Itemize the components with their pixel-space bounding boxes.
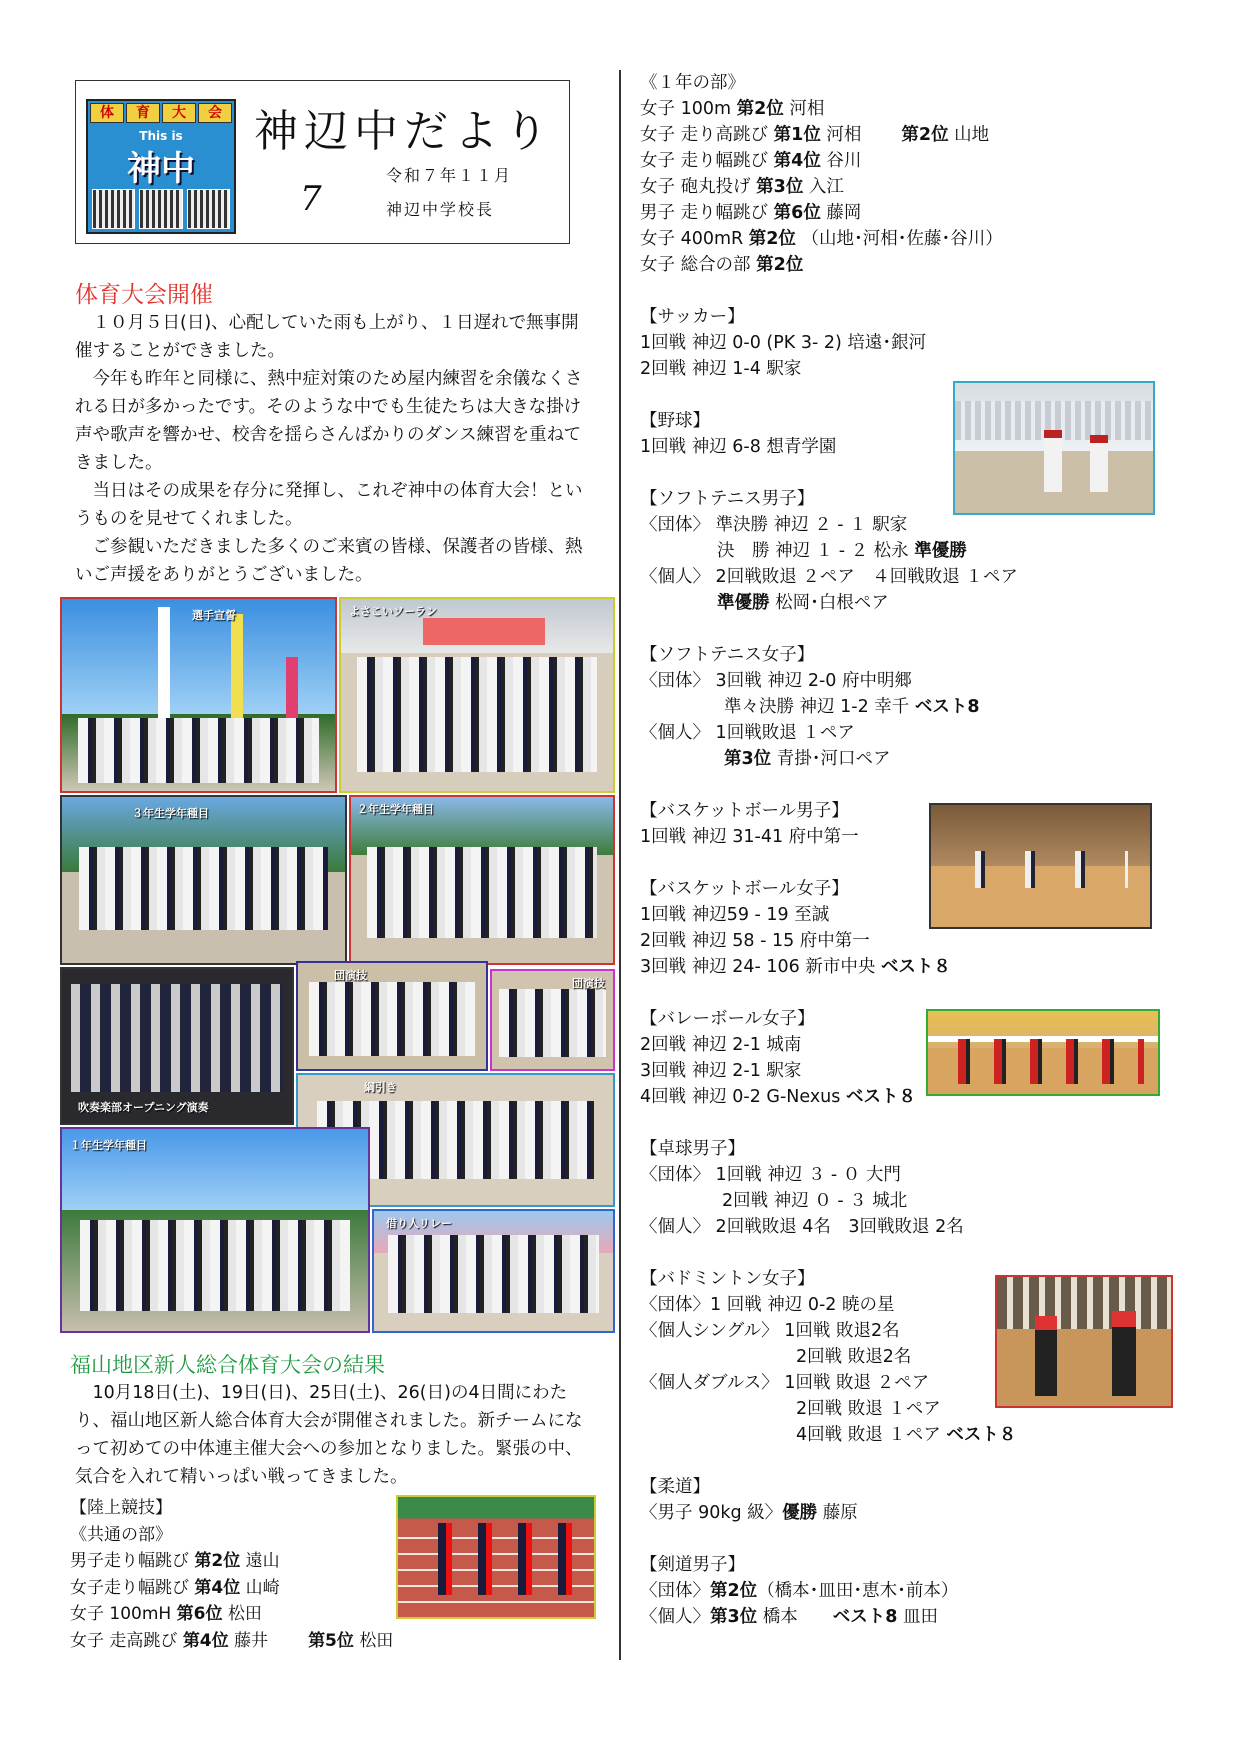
logo-small-text: This is (139, 129, 183, 143)
photo-yosakoi (339, 597, 615, 793)
photo-cheer1 (296, 961, 488, 1071)
photo-grade1 (60, 1127, 370, 1333)
result-line (640, 954, 1200, 980)
kendo-boys-section (640, 1552, 1200, 1630)
text: 〈男子 90kg 級〉 (640, 1503, 783, 1523)
issue-date: 令和７年１１月 (386, 166, 513, 185)
athlete: 松田 (227, 1604, 262, 1624)
rank: 第2位 (748, 229, 796, 249)
result-line: 〈団体〉 1回戦 神辺 ３ - ０ 大門 (640, 1165, 901, 1185)
rank: 第4位 (194, 1577, 241, 1598)
photo-volleyball (926, 1009, 1160, 1096)
rank: 準優勝 (914, 541, 967, 561)
photo-caption: 選手宣誓 (192, 609, 236, 622)
result-line: 〈個人シングル〉 1回戦 敗退2名 (640, 1321, 900, 1341)
result-line (640, 746, 1200, 772)
table-tennis-boys-section (640, 1136, 1200, 1240)
section-title: 【陸上競技】 (70, 1498, 172, 1518)
result-line (640, 1604, 1200, 1630)
event: 女子 砲丸投げ (640, 177, 751, 197)
event: 男子 走り幅跳び (640, 203, 769, 223)
result-line: 1回戦 神辺59 - 19 至誠 (640, 905, 830, 925)
photo-caption: 団演技 (572, 977, 605, 990)
rank: ベスト８ (845, 1087, 916, 1107)
rank: 第6位 (176, 1604, 223, 1624)
result-line (70, 1628, 615, 1655)
athletics-common-results (70, 1495, 615, 1654)
athlete: 皿田 (897, 1607, 939, 1627)
athlete: 遠山 (245, 1551, 280, 1571)
result-line (640, 590, 1200, 616)
result-line (640, 174, 1200, 200)
rank: 第2位 (194, 1551, 241, 1571)
athlete: 山地 (954, 125, 990, 145)
logo-banner-char: 会 (198, 103, 232, 123)
result-line (640, 200, 1200, 226)
paragraph: 今年も昨年と同様に、熱中症対策のため屋内練習を余儀なくされる日が多かったです。そのような中でも生徒たちは大きな掛け声や歌声を響かせ、校舎を揺らさんばかりのダンス練習を重ねてきました。 (75, 369, 583, 473)
result-line: 1回戦 神辺 6-8 想青学園 (640, 437, 837, 457)
result-line: 2回戦 神辺 1-4 駅家 (640, 359, 802, 379)
text: 〈団体〉 (640, 1581, 710, 1601)
rank: ベスト８ (946, 1425, 1017, 1445)
athlete: 河相 (789, 99, 825, 119)
soccer-section (640, 304, 1200, 382)
event: 女子 走り高跳び (640, 125, 769, 145)
photo-badminton (995, 1275, 1173, 1408)
result-line: 〈団体〉 3回戦 神辺 2-0 府中明郷 (640, 671, 912, 691)
result-line (640, 1500, 1200, 1526)
subsection-title: 《１年の部》 (640, 73, 745, 93)
section-title: 【柔道】 (640, 1477, 710, 1497)
rank: 第3位 (756, 177, 804, 197)
logo-banner (90, 103, 232, 125)
photo-athletics-relay (396, 1495, 596, 1619)
athlete: 青掛･河口ペア (771, 749, 891, 769)
photo-grade3 (60, 795, 347, 965)
school-festival-logo (86, 99, 236, 234)
rank: 第4位 (773, 151, 821, 171)
soft-tennis-girls-section (640, 642, 1200, 772)
result-line: 1回戦 神辺 31-41 府中第一 (640, 827, 859, 847)
result-line: 2回戦 神辺 ０ - ３ 城北 (722, 1191, 908, 1211)
photo-caption: 借り人リレー (386, 1217, 452, 1230)
rank: ベスト８ (880, 957, 951, 977)
result-line: 〈個人〉 2回戦敗退 4名 3回戦敗退 2名 (640, 1217, 964, 1237)
result-line (640, 122, 1200, 148)
result-line (640, 226, 1200, 252)
result-line: 2回戦 敗退2名 (796, 1347, 912, 1367)
rank: 第1位 (773, 125, 821, 145)
logo-banner-char: 体 (90, 103, 124, 123)
photo-caption: ２年生学年種目 (357, 803, 434, 816)
athlete: 入江 (808, 177, 844, 197)
result-line: 2回戦 神辺 58 - 15 府中第一 (640, 931, 870, 951)
column-divider (619, 70, 621, 1660)
festival-photo-collage (60, 597, 615, 1333)
result-line: 〈個人ダブルス〉 1回戦 敗退 ２ペア (640, 1373, 930, 1393)
text: 4回戦 敗退 １ペア (796, 1425, 947, 1445)
athlete: 河相 (826, 125, 862, 145)
result-line (640, 1578, 1200, 1604)
photo-relay (372, 1209, 615, 1333)
section-title: 【ソフトテニス女子】 (640, 645, 815, 665)
result-line: 〈個人〉 1回戦敗退 １ペア (640, 723, 855, 743)
result-line: 3回戦 神辺 2-1 駅家 (640, 1061, 802, 1081)
result-line (640, 252, 1200, 278)
rank: 準優勝 (717, 593, 770, 613)
rank: ベスト8 (832, 1607, 898, 1627)
section-title: 【バドミントン女子】 (640, 1269, 815, 1289)
photo-basketball (929, 803, 1152, 929)
result-line (640, 148, 1200, 174)
masthead (75, 80, 570, 244)
principal-signature: 神辺中学校長 (386, 200, 495, 219)
rank: ベスト8 (914, 697, 980, 717)
result-line: 1回戦 神辺 0-0 (PK 3- 2) 培遠･銀河 (640, 333, 927, 353)
newcomer-meet-heading: 福山地区新人総合体育大会の結果 (70, 1353, 385, 1377)
athlete: 橋本 (757, 1607, 833, 1627)
athlete: （山地･河相･佐藤･谷川） (801, 229, 1003, 249)
photo-caption: よさこいソーラン (349, 605, 437, 618)
rank: 第2位 (756, 255, 804, 275)
rank: 第3位 (710, 1607, 758, 1627)
athlete: 藤原 (817, 1503, 858, 1523)
photo-cheer2 (490, 969, 615, 1071)
result-line: 〈団体〉 準決勝 神辺 ２ - １ 駅家 (640, 515, 908, 535)
logo-banner-char: 大 (162, 103, 196, 123)
result-line: 〈個人〉 2回戦敗退 ２ペア ４回戦敗退 １ペア (640, 567, 1018, 587)
rank: 第2位 (710, 1581, 758, 1601)
result-line: 2回戦 敗退 １ペア (796, 1399, 941, 1419)
left-column (60, 80, 615, 1654)
section-title: 【バスケットボール男子】 (640, 801, 849, 821)
rank: 優勝 (782, 1503, 818, 1523)
logo-banner-char: 育 (126, 103, 160, 123)
rank: 第4位 (182, 1630, 229, 1651)
event: 男子走り幅跳び (70, 1551, 189, 1571)
paragraph: １０月５日(日)、心配していた雨も上がり、１日遅れで無事開催することができました。 (75, 313, 579, 361)
photo-caption: 綱引き (364, 1081, 397, 1094)
text: 〈個人〉 (640, 1607, 710, 1627)
result-line: 2回戦 神辺 2-1 城南 (640, 1035, 802, 1055)
rank: 第2位 (901, 125, 949, 145)
result-line (640, 694, 1200, 720)
paragraph: 当日はその成果を存分に発揮し、これぞ神中の体育大会！というものを見せてくれました。 (75, 481, 583, 529)
event: 女子走り幅跳び (70, 1577, 189, 1598)
paragraph: ご参観いただきました多くのご来賓の皆様、保護者の皆様、熱いご声援をありがとうございました。 (75, 537, 583, 585)
event: 女子 400mR (640, 229, 744, 249)
sports-festival-heading: 体育大会開催 (75, 282, 213, 308)
athlete: （橋本･皿田･恵木･前本） (757, 1581, 959, 1601)
athlete: 藤井 (234, 1630, 269, 1651)
photo-caption: ３年生学年種目 (132, 807, 209, 820)
sports-festival-text (75, 309, 595, 589)
result-line (640, 96, 1200, 122)
result-line (640, 1422, 1200, 1448)
athlete: 藤岡 (826, 203, 862, 223)
photo-caption: 吹奏楽部オープニング演奏 (78, 1101, 209, 1114)
section-title: 【サッカー】 (640, 307, 745, 327)
newcomer-meet-text (75, 1379, 595, 1491)
photo-caption: １年生学年種目 (70, 1139, 147, 1152)
section-title: 【バスケットボール女子】 (640, 879, 849, 899)
result-line (640, 538, 1200, 564)
photo-grade2 (349, 795, 615, 965)
text: 準々決勝 神辺 1-2 幸千 (724, 697, 915, 717)
event: 女子 総合の部 (640, 255, 751, 275)
text: 3回戦 神辺 24- 106 新市中央 (640, 957, 881, 977)
section-title: 【卓球男子】 (640, 1139, 745, 1159)
rank: 第6位 (773, 203, 821, 223)
photo-baseball (953, 381, 1155, 515)
rank: 第5位 (308, 1630, 354, 1651)
paragraph: 10月18日(土)、19日(日)、25日(土)、26(日)の4日間にわたり、福山地区新人総合体育大会が開催されました。新チームになって初めての中体連主催大会への参加となりました。緊張の中、気合を入れて精いっぱい戦ってきました。 (75, 1383, 583, 1487)
section-title: 【ソフトテニス男子】 (640, 489, 815, 509)
athlete: 松田 (359, 1630, 394, 1651)
athlete: 山崎 (245, 1577, 280, 1598)
text: 4回戦 神辺 0-2 G-Nexus (640, 1087, 846, 1107)
photo-oath (60, 597, 337, 793)
text: 決 勝 神辺 １ - ２ 松永 (717, 541, 915, 561)
rank: 第2位 (736, 99, 784, 119)
result-line: 〈団体〉1 回戦 神辺 0-2 暁の星 (640, 1295, 895, 1315)
photo-caption: 団演技 (334, 969, 367, 982)
event: 女子 100m (640, 99, 732, 119)
event: 女子 100mH (70, 1604, 172, 1624)
rank: 第3位 (724, 749, 772, 769)
issue-number: 7 (300, 179, 322, 219)
logo-school-name: 神中 (127, 149, 195, 189)
event: 女子 走り幅跳び (640, 151, 769, 171)
section-title: 【バレーボール女子】 (640, 1009, 815, 1029)
logo-photo-strip (92, 189, 230, 229)
subsection-title: 《共通の部》 (70, 1524, 172, 1545)
event: 女子 走高跳び (70, 1630, 178, 1651)
athlete: 谷川 (826, 151, 862, 171)
judo-section (640, 1474, 1200, 1526)
section-title: 【剣道男子】 (640, 1555, 745, 1575)
newsletter-title: 神辺中だより (254, 106, 554, 157)
athlete: 松岡･白根ペア (769, 593, 889, 613)
photo-band (60, 967, 294, 1125)
section-title: 【野球】 (640, 411, 710, 431)
